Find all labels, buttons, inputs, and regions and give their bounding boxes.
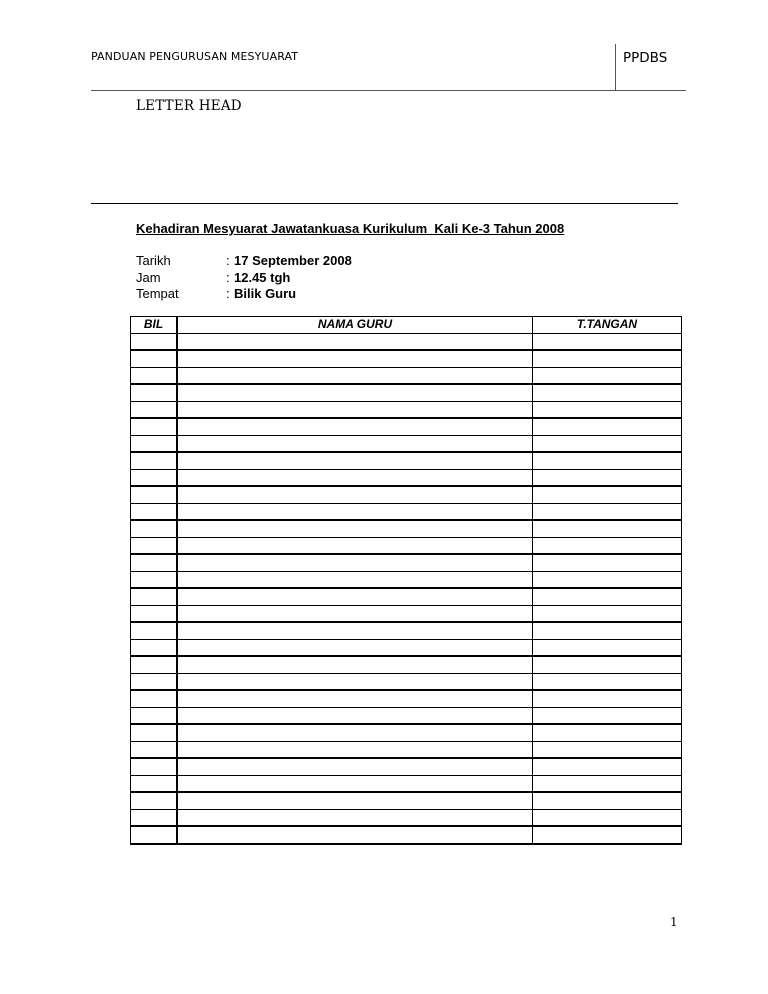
table-row	[131, 758, 682, 775]
attendance-title: Kehadiran Mesyuarat Jawatankuasa Kurikulum Kali Ke-3 Tahun 2008	[136, 221, 565, 236]
cell-nama-guru[interactable]	[177, 503, 533, 520]
cell-bil[interactable]	[131, 707, 178, 724]
table-row	[131, 401, 682, 418]
cell-nama-guru[interactable]	[177, 622, 533, 639]
cell-nama-guru[interactable]	[177, 656, 533, 673]
table-row	[131, 520, 682, 537]
cell-bil[interactable]	[131, 741, 178, 758]
cell-nama-guru[interactable]	[177, 435, 533, 452]
cell-bil[interactable]	[131, 384, 178, 401]
cell-tandatangan[interactable]	[533, 503, 682, 520]
cell-nama-guru[interactable]	[177, 707, 533, 724]
info-value: Bilik Guru	[234, 286, 297, 301]
table-row	[131, 622, 682, 639]
meeting-info	[136, 253, 352, 303]
cell-bil[interactable]	[131, 537, 178, 554]
cell-nama-guru[interactable]	[177, 690, 533, 707]
header-divider-vertical	[615, 44, 616, 90]
letterhead-divider	[91, 203, 678, 204]
cell-tandatangan[interactable]	[533, 367, 682, 384]
table-row	[131, 639, 682, 656]
table-row	[131, 350, 682, 367]
cell-bil[interactable]	[131, 775, 178, 792]
cell-nama-guru[interactable]	[177, 367, 533, 384]
cell-bil[interactable]	[131, 758, 178, 775]
cell-nama-guru[interactable]	[177, 554, 533, 571]
cell-tandatangan[interactable]	[533, 350, 682, 367]
cell-bil[interactable]	[131, 639, 178, 656]
info-colon: :	[226, 253, 230, 268]
cell-nama-guru[interactable]	[177, 775, 533, 792]
cell-bil[interactable]	[131, 401, 178, 418]
cell-nama-guru[interactable]	[177, 741, 533, 758]
cell-bil[interactable]	[131, 520, 178, 537]
attendance-table	[130, 316, 682, 845]
cell-bil[interactable]	[131, 656, 178, 673]
cell-bil[interactable]	[131, 792, 178, 809]
cell-tandatangan[interactable]	[533, 401, 682, 418]
cell-nama-guru[interactable]	[177, 418, 533, 435]
cell-tandatangan[interactable]	[533, 333, 682, 350]
table-row	[131, 367, 682, 384]
cell-tandatangan[interactable]	[533, 435, 682, 452]
cell-tandatangan[interactable]	[533, 571, 682, 588]
cell-tandatangan[interactable]	[533, 588, 682, 605]
table-row	[131, 384, 682, 401]
cell-tandatangan[interactable]	[533, 486, 682, 503]
document-code: PPDBS	[623, 50, 668, 66]
cell-tandatangan[interactable]	[533, 673, 682, 690]
document-header-title: PANDUAN PENGURUSAN MESYUARAT	[91, 50, 299, 63]
table-row	[131, 571, 682, 588]
cell-nama-guru[interactable]	[177, 384, 533, 401]
info-label: Tarikh	[136, 253, 171, 268]
table-row	[131, 741, 682, 758]
info-label: Tempat	[136, 286, 179, 301]
table-row	[131, 809, 682, 826]
cell-bil[interactable]	[131, 605, 178, 622]
cell-tandatangan[interactable]	[533, 826, 682, 844]
info-colon: :	[226, 269, 230, 285]
header-divider-horizontal	[91, 90, 686, 91]
cell-tandatangan[interactable]	[533, 452, 682, 469]
letter-head-placeholder: LETTER HEAD	[136, 98, 242, 114]
column-header-bil: BIL	[131, 317, 178, 334]
table-row	[131, 333, 682, 350]
table-row	[131, 673, 682, 690]
cell-bil[interactable]	[131, 435, 178, 452]
table-row	[131, 775, 682, 792]
cell-nama-guru[interactable]	[177, 350, 533, 367]
info-value: 17 September 2008	[234, 253, 352, 268]
table-row	[131, 435, 682, 452]
cell-nama-guru[interactable]	[177, 639, 533, 656]
info-row-date	[136, 253, 352, 270]
cell-nama-guru[interactable]	[177, 809, 533, 826]
cell-nama-guru[interactable]	[177, 486, 533, 503]
page-number: 1	[670, 915, 678, 929]
info-colon: :	[226, 286, 230, 301]
cell-nama-guru[interactable]	[177, 537, 533, 554]
cell-tandatangan[interactable]	[533, 622, 682, 639]
cell-bil[interactable]	[131, 452, 178, 469]
cell-tandatangan[interactable]	[533, 724, 682, 741]
table-row	[131, 588, 682, 605]
table-row	[131, 554, 682, 571]
cell-bil[interactable]	[131, 350, 178, 367]
cell-bil[interactable]	[131, 367, 178, 384]
info-value: 12.45 tgh	[234, 269, 291, 285]
table-row	[131, 792, 682, 809]
cell-tandatangan[interactable]	[533, 707, 682, 724]
cell-nama-guru[interactable]	[177, 826, 533, 844]
table-row	[131, 503, 682, 520]
cell-tandatangan[interactable]	[533, 741, 682, 758]
cell-tandatangan[interactable]	[533, 384, 682, 401]
cell-tandatangan[interactable]	[533, 554, 682, 571]
table-row	[131, 690, 682, 707]
cell-bil[interactable]	[131, 571, 178, 588]
cell-bil[interactable]	[131, 333, 178, 350]
cell-bil[interactable]	[131, 809, 178, 826]
cell-nama-guru[interactable]	[177, 520, 533, 537]
cell-nama-guru[interactable]	[177, 588, 533, 605]
cell-tandatangan[interactable]	[533, 537, 682, 554]
cell-tandatangan[interactable]	[533, 418, 682, 435]
cell-bil[interactable]	[131, 588, 178, 605]
cell-nama-guru[interactable]	[177, 333, 533, 350]
table-row	[131, 826, 682, 844]
cell-bil[interactable]	[131, 486, 178, 503]
table-row	[131, 724, 682, 741]
cell-bil[interactable]	[131, 690, 178, 707]
table-row	[131, 418, 682, 435]
cell-nama-guru[interactable]	[177, 452, 533, 469]
column-header-tandatangan: T.TANGAN	[533, 317, 682, 334]
cell-bil[interactable]	[131, 673, 178, 690]
table-row	[131, 469, 682, 486]
cell-tandatangan[interactable]	[533, 469, 682, 486]
table-header-row	[131, 317, 682, 334]
table-row	[131, 486, 682, 503]
cell-bil[interactable]	[131, 469, 178, 486]
column-header-nama-guru: NAMA GURU	[177, 317, 533, 334]
attendance-table-body	[131, 333, 682, 844]
cell-bil[interactable]	[131, 622, 178, 639]
cell-nama-guru[interactable]	[177, 469, 533, 486]
cell-tandatangan[interactable]	[533, 758, 682, 775]
cell-tandatangan[interactable]	[533, 792, 682, 809]
cell-nama-guru[interactable]	[177, 571, 533, 588]
table-row	[131, 452, 682, 469]
cell-bil[interactable]	[131, 418, 178, 435]
cell-tandatangan[interactable]	[533, 656, 682, 673]
cell-bil[interactable]	[131, 554, 178, 571]
info-label: Jam	[136, 269, 161, 285]
cell-nama-guru[interactable]	[177, 673, 533, 690]
cell-tandatangan[interactable]	[533, 639, 682, 656]
cell-nama-guru[interactable]	[177, 724, 533, 741]
cell-bil[interactable]	[131, 503, 178, 520]
table-row	[131, 707, 682, 724]
table-row	[131, 605, 682, 622]
cell-tandatangan[interactable]	[533, 520, 682, 537]
cell-nama-guru[interactable]	[177, 758, 533, 775]
cell-tandatangan[interactable]	[533, 605, 682, 622]
table-row	[131, 656, 682, 673]
info-row-time	[136, 270, 352, 287]
info-row-place	[136, 286, 352, 303]
cell-tandatangan[interactable]	[533, 775, 682, 792]
cell-nama-guru[interactable]	[177, 401, 533, 418]
cell-bil[interactable]	[131, 826, 178, 844]
cell-nama-guru[interactable]	[177, 792, 533, 809]
table-row	[131, 537, 682, 554]
cell-nama-guru[interactable]	[177, 605, 533, 622]
cell-bil[interactable]	[131, 724, 178, 741]
cell-tandatangan[interactable]	[533, 690, 682, 707]
cell-tandatangan[interactable]	[533, 809, 682, 826]
